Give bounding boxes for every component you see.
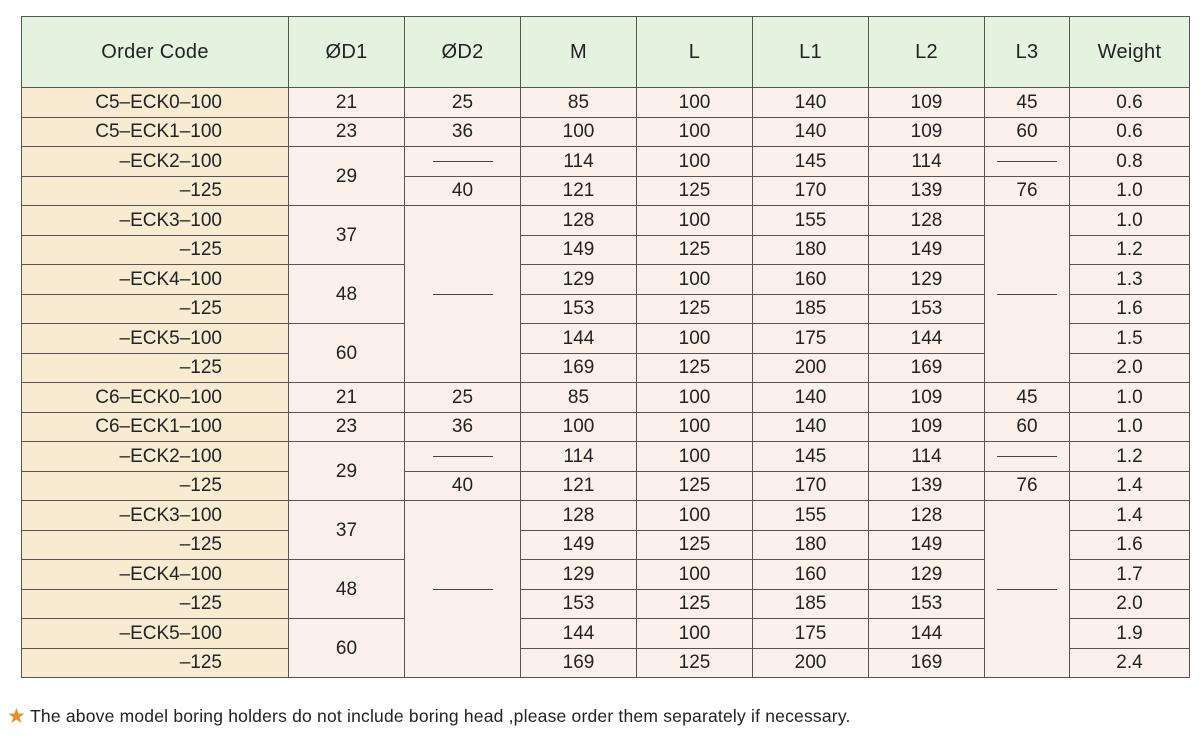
dash-line bbox=[433, 589, 493, 590]
weight-cell: 1.9 bbox=[1070, 619, 1190, 649]
l2-cell: 149 bbox=[869, 235, 985, 265]
l2-cell: 169 bbox=[869, 648, 985, 678]
weight-cell: 0.6 bbox=[1070, 117, 1190, 147]
l2-cell: 109 bbox=[869, 88, 985, 118]
weight-cell: 1.0 bbox=[1070, 176, 1190, 206]
l-cell: 125 bbox=[637, 353, 753, 383]
m-cell: 121 bbox=[521, 471, 637, 501]
m-cell: 149 bbox=[521, 530, 637, 560]
order-code-cell: –125 bbox=[22, 353, 289, 383]
table-row bbox=[22, 471, 1190, 501]
col-header-l3: L3 bbox=[985, 17, 1070, 88]
l3-cell: 76 bbox=[985, 176, 1070, 206]
order-code-cell: –125 bbox=[22, 648, 289, 678]
dash-line bbox=[433, 294, 493, 295]
l-cell: 100 bbox=[637, 619, 753, 649]
order-code-cell: –ECK3–100 bbox=[22, 206, 289, 236]
weight-cell: 1.3 bbox=[1070, 265, 1190, 295]
order-code-cell: C6–ECK1–100 bbox=[22, 412, 289, 442]
d1-cell: 23 bbox=[289, 117, 405, 147]
col-header-l2: L2 bbox=[869, 17, 985, 88]
weight-cell: 1.2 bbox=[1070, 235, 1190, 265]
l1-cell: 145 bbox=[753, 147, 869, 177]
d2-cell-empty bbox=[405, 147, 521, 177]
footnote bbox=[7, 704, 851, 729]
col-header-d2: ØD2 bbox=[405, 17, 521, 88]
table-row bbox=[22, 88, 1190, 118]
footnote-text: The above model boring holders do not include boring head ,please order them separately if necessary. bbox=[30, 706, 851, 726]
weight-cell: 1.0 bbox=[1070, 412, 1190, 442]
d2-cell: 25 bbox=[405, 88, 521, 118]
weight-cell: 2.0 bbox=[1070, 589, 1190, 619]
m-cell: 128 bbox=[521, 206, 637, 236]
m-cell: 100 bbox=[521, 117, 637, 147]
order-code-cell: –ECK4–100 bbox=[22, 265, 289, 295]
l-cell: 100 bbox=[637, 412, 753, 442]
l2-cell: 144 bbox=[869, 619, 985, 649]
l1-cell: 140 bbox=[753, 383, 869, 413]
l1-cell: 200 bbox=[753, 353, 869, 383]
l1-cell: 140 bbox=[753, 88, 869, 118]
m-cell: 85 bbox=[521, 88, 637, 118]
table-row bbox=[22, 501, 1190, 531]
l1-cell: 140 bbox=[753, 117, 869, 147]
weight-cell: 1.2 bbox=[1070, 442, 1190, 472]
l-cell: 100 bbox=[637, 560, 753, 590]
l2-cell: 109 bbox=[869, 412, 985, 442]
l-cell: 100 bbox=[637, 324, 753, 354]
order-code-cell: –ECK2–100 bbox=[22, 442, 289, 472]
d2-cell: 36 bbox=[405, 412, 521, 442]
l3-cell: 45 bbox=[985, 88, 1070, 118]
l2-cell: 169 bbox=[869, 353, 985, 383]
l3-cell: 60 bbox=[985, 117, 1070, 147]
m-cell: 149 bbox=[521, 235, 637, 265]
dash-line bbox=[433, 161, 493, 162]
weight-cell: 2.4 bbox=[1070, 648, 1190, 678]
l-cell: 100 bbox=[637, 88, 753, 118]
l1-cell: 145 bbox=[753, 442, 869, 472]
d1-cell: 21 bbox=[289, 383, 405, 413]
d2-cell: 40 bbox=[405, 176, 521, 206]
m-cell: 169 bbox=[521, 648, 637, 678]
order-code-cell: –ECK5–100 bbox=[22, 324, 289, 354]
l2-cell: 129 bbox=[869, 265, 985, 295]
l2-cell: 128 bbox=[869, 501, 985, 531]
l1-cell: 180 bbox=[753, 235, 869, 265]
l2-cell: 144 bbox=[869, 324, 985, 354]
col-header-l: L bbox=[637, 17, 753, 88]
l3-cell: 60 bbox=[985, 412, 1070, 442]
m-cell: 144 bbox=[521, 619, 637, 649]
l2-cell: 139 bbox=[869, 471, 985, 501]
l1-cell: 175 bbox=[753, 619, 869, 649]
spec-table bbox=[21, 16, 1190, 678]
d2-cell: 25 bbox=[405, 383, 521, 413]
table-row bbox=[22, 117, 1190, 147]
d2-cell-empty bbox=[405, 501, 521, 678]
order-code-cell: –125 bbox=[22, 471, 289, 501]
weight-cell: 1.6 bbox=[1070, 294, 1190, 324]
dash-line bbox=[433, 456, 493, 457]
l1-cell: 155 bbox=[753, 501, 869, 531]
order-code-cell: –125 bbox=[22, 176, 289, 206]
l-cell: 100 bbox=[637, 383, 753, 413]
l-cell: 125 bbox=[637, 471, 753, 501]
l1-cell: 180 bbox=[753, 530, 869, 560]
l1-cell: 175 bbox=[753, 324, 869, 354]
weight-cell: 1.4 bbox=[1070, 471, 1190, 501]
l1-cell: 160 bbox=[753, 265, 869, 295]
m-cell: 114 bbox=[521, 442, 637, 472]
col-header-l1: L1 bbox=[753, 17, 869, 88]
d1-cell: 48 bbox=[289, 560, 405, 619]
l-cell: 100 bbox=[637, 501, 753, 531]
table-row bbox=[22, 442, 1190, 472]
l-cell: 100 bbox=[637, 442, 753, 472]
dash-line bbox=[997, 456, 1057, 457]
d1-cell: 21 bbox=[289, 88, 405, 118]
header-row bbox=[22, 17, 1190, 88]
col-header-weight: Weight bbox=[1070, 17, 1190, 88]
d1-cell: 37 bbox=[289, 501, 405, 560]
weight-cell: 1.6 bbox=[1070, 530, 1190, 560]
star-icon: ★ bbox=[7, 705, 27, 728]
weight-cell: 2.0 bbox=[1070, 353, 1190, 383]
d1-cell: 60 bbox=[289, 619, 405, 678]
l2-cell: 153 bbox=[869, 294, 985, 324]
l-cell: 125 bbox=[637, 589, 753, 619]
table-row bbox=[22, 383, 1190, 413]
l1-cell: 185 bbox=[753, 294, 869, 324]
l2-cell: 149 bbox=[869, 530, 985, 560]
order-code-cell: –ECK2–100 bbox=[22, 147, 289, 177]
d2-cell: 36 bbox=[405, 117, 521, 147]
l-cell: 125 bbox=[637, 235, 753, 265]
m-cell: 129 bbox=[521, 560, 637, 590]
l-cell: 100 bbox=[637, 147, 753, 177]
l3-cell-empty bbox=[985, 206, 1070, 383]
l1-cell: 155 bbox=[753, 206, 869, 236]
order-code-cell: –ECK3–100 bbox=[22, 501, 289, 531]
d2-cell: 40 bbox=[405, 471, 521, 501]
order-code-cell: –125 bbox=[22, 530, 289, 560]
l2-cell: 129 bbox=[869, 560, 985, 590]
l3-cell: 45 bbox=[985, 383, 1070, 413]
l-cell: 125 bbox=[637, 176, 753, 206]
order-code-cell: –ECK4–100 bbox=[22, 560, 289, 590]
weight-cell: 1.0 bbox=[1070, 383, 1190, 413]
l2-cell: 153 bbox=[869, 589, 985, 619]
l3-cell: 76 bbox=[985, 471, 1070, 501]
l1-cell: 160 bbox=[753, 560, 869, 590]
l3-cell-empty bbox=[985, 147, 1070, 177]
col-header-order-code: Order Code bbox=[22, 17, 289, 88]
m-cell: 153 bbox=[521, 294, 637, 324]
weight-cell: 1.7 bbox=[1070, 560, 1190, 590]
order-code-cell: –125 bbox=[22, 294, 289, 324]
d1-cell: 23 bbox=[289, 412, 405, 442]
table-row bbox=[22, 206, 1190, 236]
m-cell: 129 bbox=[521, 265, 637, 295]
m-cell: 114 bbox=[521, 147, 637, 177]
weight-cell: 0.6 bbox=[1070, 88, 1190, 118]
col-header-m: M bbox=[521, 17, 637, 88]
l-cell: 100 bbox=[637, 206, 753, 236]
m-cell: 169 bbox=[521, 353, 637, 383]
m-cell: 100 bbox=[521, 412, 637, 442]
table-row bbox=[22, 147, 1190, 177]
m-cell: 85 bbox=[521, 383, 637, 413]
d2-cell-empty bbox=[405, 206, 521, 383]
l2-cell: 109 bbox=[869, 117, 985, 147]
m-cell: 153 bbox=[521, 589, 637, 619]
d1-cell: 29 bbox=[289, 442, 405, 501]
l1-cell: 185 bbox=[753, 589, 869, 619]
table-row bbox=[22, 176, 1190, 206]
dash-line bbox=[997, 161, 1057, 162]
dash-line bbox=[997, 294, 1057, 295]
m-cell: 144 bbox=[521, 324, 637, 354]
l2-cell: 114 bbox=[869, 147, 985, 177]
d2-cell-empty bbox=[405, 442, 521, 472]
l1-cell: 170 bbox=[753, 176, 869, 206]
dash-line bbox=[997, 589, 1057, 590]
order-code-cell: C6–ECK0–100 bbox=[22, 383, 289, 413]
l2-cell: 114 bbox=[869, 442, 985, 472]
d1-cell: 48 bbox=[289, 265, 405, 324]
m-cell: 128 bbox=[521, 501, 637, 531]
order-code-cell: C5–ECK1–100 bbox=[22, 117, 289, 147]
l1-cell: 200 bbox=[753, 648, 869, 678]
order-code-cell: –ECK5–100 bbox=[22, 619, 289, 649]
l2-cell: 128 bbox=[869, 206, 985, 236]
l-cell: 125 bbox=[637, 648, 753, 678]
l1-cell: 140 bbox=[753, 412, 869, 442]
l1-cell: 170 bbox=[753, 471, 869, 501]
l3-cell-empty bbox=[985, 501, 1070, 678]
weight-cell: 1.0 bbox=[1070, 206, 1190, 236]
weight-cell: 1.4 bbox=[1070, 501, 1190, 531]
order-code-cell: –125 bbox=[22, 589, 289, 619]
table-row bbox=[22, 412, 1190, 442]
d1-cell: 29 bbox=[289, 147, 405, 206]
m-cell: 121 bbox=[521, 176, 637, 206]
d1-cell: 60 bbox=[289, 324, 405, 383]
order-code-cell: C5–ECK0–100 bbox=[22, 88, 289, 118]
l-cell: 125 bbox=[637, 294, 753, 324]
l2-cell: 109 bbox=[869, 383, 985, 413]
l-cell: 100 bbox=[637, 265, 753, 295]
weight-cell: 0.8 bbox=[1070, 147, 1190, 177]
l3-cell-empty bbox=[985, 442, 1070, 472]
weight-cell: 1.5 bbox=[1070, 324, 1190, 354]
l-cell: 125 bbox=[637, 530, 753, 560]
col-header-d1: ØD1 bbox=[289, 17, 405, 88]
l2-cell: 139 bbox=[869, 176, 985, 206]
d1-cell: 37 bbox=[289, 206, 405, 265]
order-code-cell: –125 bbox=[22, 235, 289, 265]
l-cell: 100 bbox=[637, 117, 753, 147]
